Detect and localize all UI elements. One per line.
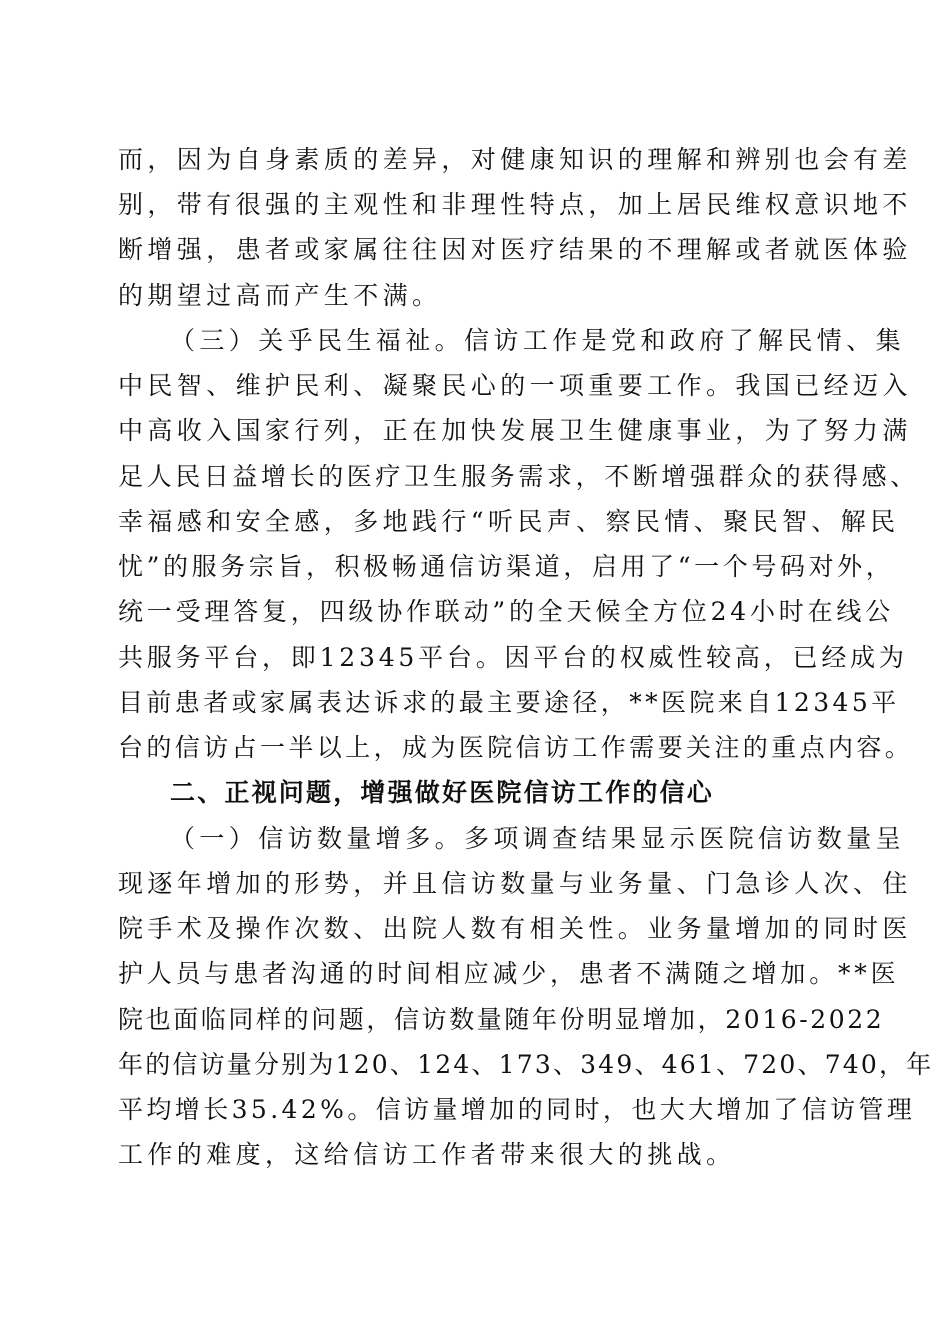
paragraph-line: 平均增长35.42%。信访量增加的同时，也大大增加了信访管理 xyxy=(118,1095,916,1124)
paragraph-line: 年的信访量分别为120、124、173、349、461、720、740，年 xyxy=(118,1050,934,1079)
paragraph-line: （一）信访数量增多。多项调查结果显示医院信访数量呈 xyxy=(170,824,906,853)
paragraph-line: 别，带有很强的主观性和非理性特点，加上居民维权意识地不 xyxy=(118,190,912,219)
paragraph-line: 目前患者或家属表达诉求的最主要途径，**医院来自12345平 xyxy=(118,688,900,717)
paragraph-line: 忧”的服务宗旨，积极畅通信访渠道，启用了“一个号码对外， xyxy=(118,552,895,581)
paragraph-line: （三）关乎民生福祉。信访工作是党和政府了解民情、集 xyxy=(170,326,906,355)
paragraph-line: 中高收入国家行列，正在加快发展卫生健康事业，为了努力满 xyxy=(118,416,912,445)
paragraph-line: 台的信访占一半以上，成为医院信访工作需要关注的重点内容。 xyxy=(118,733,914,762)
paragraph-line: 统一受理答复，四级协作联动”的全天候全方位24小时在线公 xyxy=(118,597,894,626)
paragraph-line: 院也面临同样的问题，信访数量随年份明显增加，2016-2022 xyxy=(118,1005,885,1034)
paragraph-line: 院手术及操作次数、出院人数有相关性。业务量增加的同时医 xyxy=(118,914,912,943)
paragraph-line: 共服务平台，即12345平台。因平台的权威性较高，已经成为 xyxy=(118,643,908,672)
section-heading: 二、正视问题，增强做好医院信访工作的信心 xyxy=(170,778,715,807)
paragraph-line: 护人员与患者沟通的时间相应减少，患者不满随之增加。**医 xyxy=(118,959,900,988)
paragraph-line: 中民智、维护民利、凝聚民心的一项重要工作。我国已经迈入 xyxy=(118,371,912,400)
paragraph-line: 幸福感和安全感，多地践行“听民声、察民情、聚民智、解民 xyxy=(118,507,900,536)
paragraph-line: 断增强，患者或家属往往因对医疗结果的不理解或者就医体验 xyxy=(118,235,912,264)
paragraph-line: 工作的难度，这给信访工作者带来很大的挑战。 xyxy=(118,1140,736,1169)
paragraph-line: 的期望过高而产生不满。 xyxy=(118,281,442,310)
paragraph-line: 足人民日益增长的医疗卫生服务需求，不断增强群众的获得感、 xyxy=(118,462,919,491)
paragraph-line: 而，因为自身素质的差异，对健康知识的理解和辨别也会有差 xyxy=(118,145,912,174)
paragraph-line: 现逐年增加的形势，并且信访数量与业务量、门急诊人次、住 xyxy=(118,869,912,898)
